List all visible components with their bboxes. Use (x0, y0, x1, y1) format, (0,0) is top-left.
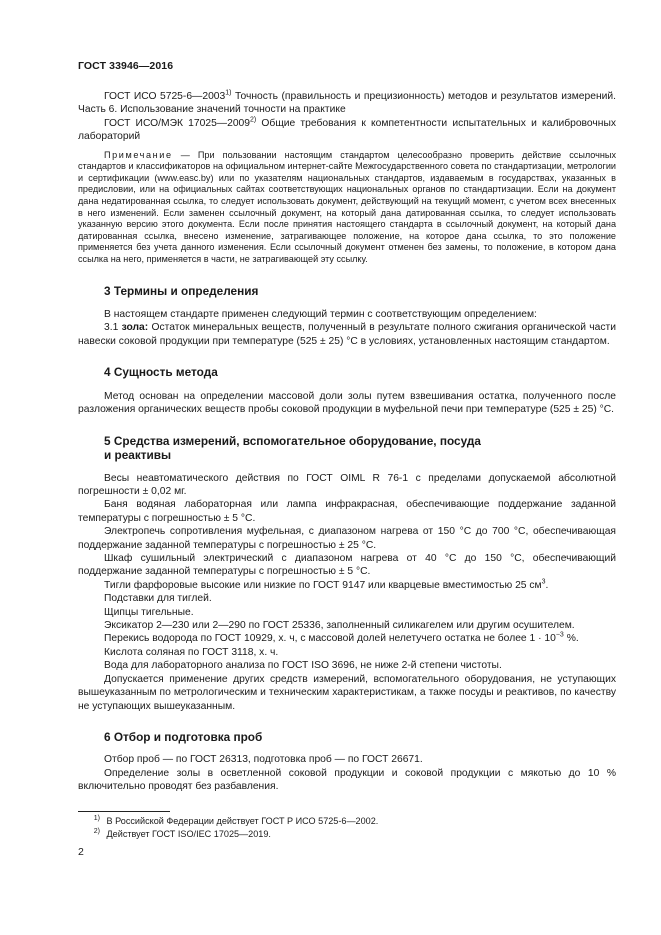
footnote: $^{2)}$ Действует ГОСТ ISO/IEC 17025—2019. (93, 827, 271, 839)
reagent-item: Перекись водорода по ГОСТ 10929, х. ч, с массовой долей нелетучего остатка не более $1 \cdot 10^{-3}$ %. (104, 632, 579, 645)
section-3-heading: 3 Термины и определения (104, 283, 259, 298)
section-6-heading: 6 Отбор и подготовка проб (104, 729, 263, 744)
normative-reference: ГОСТ ИСО 5725-6—2003$^{1)}$ Точность (правильность и прецизионность) методов и результатов измерений. Часть 6. Использование значений точности на практике (78, 89, 616, 116)
equipment-item: Весы неавтоматического действия по ГОСТ OIML R 76-1 с пределами допускаемой абсолютной погрешности ± 0,02 мг. (78, 472, 616, 497)
section-5-heading: 5 Средства измерений, вспомогательное оборудование, посуда и реактивы (104, 433, 481, 463)
reference-note: Примечание — При пользовании настоящим стандартом целесообразно проверить действие ссылочных стандартов и классификаторов на официальном интернет-сайте Межгосударственного совета по стандартизации, метрологии и сертификации (www.easc.by) или по указателям национальных стандартов, издаваемым в государствах, указанных в предисловии, или на официальных сайтах соответствующих национальных органов по стандартизации. Если на документ дана недатированная ссылка, то следует использовать документ, действующий на текущий момент, с учетом всех внесенных в него изменений. Если заменен ссылочный документ, на который дана датированная ссылка, то следует использовать указанную версию этого документа. Если после принятия настоящего стандарта в ссылочный документ, на который дана датированная ссылка, внесено изменение, затрагивающее положение, на которое дана ссылка, то это положение применяется без учета данного изменения. Если ссылочный документ отменен без замены, то положение, в котором дана ссылка на него, применяется в части, не затрагивающей эту ссылку. (78, 149, 616, 264)
equipment-item: Шкаф сушильный электрический с диапазоном нагрева от 40 °С до 150 °С, обеспечивающий поддержание заданной температуры с погрешностью ± 5 °С. (78, 553, 616, 578)
paragraph: Метод основан на определении массовой доли золы путем взвешивания остатка, полученного после разложения органических веществ пробы соковой продукции в муфельной печи при температуре (525 ± 25) °С. (78, 390, 616, 416)
equipment-item: Подставки для тиглей. (104, 593, 212, 605)
term-definition: 3.1 зола: Остаток минеральных веществ, полученный в результате полного сжигания органической части навески соковой продукции при температуре (525 ± 25) °С в условиях, установленных настоящим стандартом. (78, 322, 616, 347)
note-label: Примечание (104, 149, 173, 160)
paragraph: Допускается применение других средств измерений, вспомогательного оборудования, не уступающих вышеуказанным по метрологическим и техническим характеристикам, а также посуды и реактивов, по качеству не уступающих вышеуказанным. (78, 673, 616, 712)
reagent-item: Вода для лабораторного анализа по ГОСТ ISO 3696, не ниже 2-й степени чистоты. (104, 660, 502, 672)
equipment-item: Щипцы тигельные. (104, 606, 194, 618)
page-body (78, 90, 616, 794)
reagent-item: Кислота соляная по ГОСТ 3118, х. ч. (104, 646, 279, 658)
equipment-item: Эксикатор 2—230 или 2—290 по ГОСТ 25336, заполненный силикагелем или другим осушителем. (104, 620, 575, 632)
page-number: 2 (78, 846, 84, 858)
paragraph: Отбор проб — по ГОСТ 26313, подготовка проб — по ГОСТ 26671. (104, 754, 423, 766)
footnote: $^{1)}$ В Российской Федерации действует ГОСТ Р ИСО 5725-6—2002. (93, 814, 379, 826)
section-4-heading: 4 Сущность метода (104, 365, 218, 380)
footnote-divider (78, 811, 170, 812)
standard-header: ГОСТ 33946—2016 (78, 60, 174, 72)
paragraph: Определение золы в осветленной соковой продукции и соковой продукции с мякотью до 10 % включительно проводят без разбавления. (78, 767, 616, 793)
equipment-item: Электропечь сопротивления муфельная, с диапазоном нагрева от 150 °С до 700 °С, обеспечивающая поддержание заданной температуры с погрешностью ± 25 °С. (78, 526, 616, 551)
paragraph: В настоящем стандарте применен следующий термин с соответствующим определением: (104, 309, 537, 321)
normative-reference: ГОСТ ИСО/МЭК 17025—2009$^{2)}$ Общие требования к компетентности испытательных и калибровочных лабораторий (78, 116, 617, 143)
term: зола: (121, 322, 149, 334)
equipment-item: Тигли фарфоровые высокие или низкие по ГОСТ 9147 или кварцевые вместимостью 25 $см^3$. (104, 578, 549, 591)
equipment-item: Баня водяная лабораторная или лампа инфракрасная, обеспечивающие поддержание заданной температуры с погрешностью ± 5 °С. (78, 499, 616, 524)
